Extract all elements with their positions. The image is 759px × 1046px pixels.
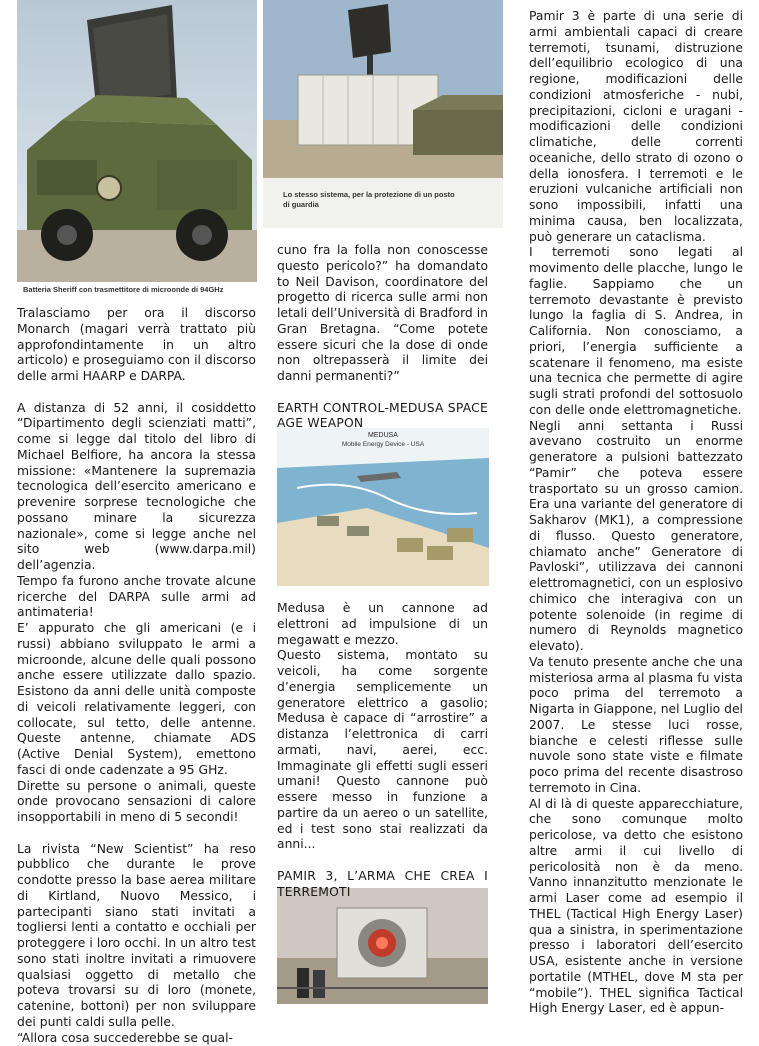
section-heading: EARTH CONTROL-MEDUSA SPACE AGE WEAPON	[277, 401, 488, 433]
column-middle-lower	[277, 601, 488, 900]
col2-paragraph: cuno fra la folla non conoscesse questo pericolo?” ha domandato to Neil Davison, coordinatore del progetto di ricerca sulle armi non letali dell’Università di Bradford in Gran Bretagna. “Come potete essere sicuri che la dose di onde non oltrepasserà il limite dei danni permanenti?”	[277, 243, 488, 385]
col1-paragraph: Tempo fa furono anche trovate alcune ricerche del DARPA sulle armi ad antimateria!	[17, 574, 256, 621]
guard-post-photo	[263, 0, 503, 228]
guard-caption: Lo stesso sistema, per la protezione di un posto di guardia	[283, 190, 498, 210]
laser-illustration	[277, 888, 488, 1004]
laser-photo	[277, 888, 488, 1004]
col1-paragraph: La rivista “New Scientist” ha reso pubblico che durante le prove condotte presso la base aerea militare di Kirtland, Nuovo Messico, i partecipanti siano stati invitati a togliersi lenti a contatto e occhiali per proteggere i loro occhi. In un altro test sono stati inoltre invitati a rimuovere qualsiasi oggetto di metallo che poteva trovarsi su di loro (monete, catenine, bottoni) per non sviluppare dei punti caldi sulla pelle.	[17, 842, 256, 1031]
col1-paragraph: Dirette su persone o animali, queste onde provocano sensazioni di calore insopportabili in meno di 5 secondi!	[17, 779, 256, 826]
col2-paragraph: Medusa è un cannone ad elettroni ad impulsione di un megawatt e mezzo.	[277, 601, 488, 648]
col3-paragraph: Va tenuto presente anche che una misteriosa arma al plasma fu vista poco prima del terremoto a Nigarta in Giappone, nel Luglio del 2007. Le stesse luci rosse, bianche e celesti riflesse sulle nuvole sono state viste e filmate poco prima del recente disastroso terremoto in Cina.	[529, 655, 743, 797]
medusa-illustration	[277, 428, 489, 586]
guard-post-illustration	[263, 0, 503, 178]
truck-illustration	[17, 0, 257, 302]
col1-paragraph: Tralasciamo per ora il discorso Monarch (magari verrà trattato più approfondintamente in un altro articolo) e proseguiamo con il discorso delle armi HAARP e DARPA.	[17, 306, 256, 385]
section-heading: PAMIR 3, L’ARMA CHE CREA I TERREMOTI	[277, 869, 488, 901]
medusa-title: MEDUSA	[277, 432, 489, 439]
truck-caption: Batteria Sheriff con trasmettitore di microonde di 94GHz	[23, 285, 253, 295]
col2-paragraph: Questo sistema, montato su veicoli, ha come sorgente d’energia semplicemente un generatore elettrico a gasolio; Medusa è capace di “arrostire” a distanza l’elettronica di carri armati, navi, aerei, ecc. Immaginate gli effetti sugli esseri umani! Questo cannone può essere messo in funzione a partire da un aereo o un satellite, ed i test sono stai realizzati da anni...	[277, 648, 488, 853]
medusa-diagram	[277, 428, 489, 586]
column-left	[17, 306, 256, 1046]
col3-paragraph: Negli anni settanta i Russi avevano costruito un enorme generatore a pulsioni battezzato “Pamir” che poteva essere trasportato su un grosso camion. Era una variante del generatore di Sakharov (MK1), a compressione di flusso. Questo generatore, chiamato anche” Generatore di Pavloski”, utilizzava dei cannoni elettromagnetici, con un esplosivo chimico che interagiva con un potente solenoide (in regime di numero di Reynolds magnetico elevato).	[529, 419, 743, 655]
col1-paragraph: A distanza di 52 anni, il cosiddetto “Dipartimento degli scienziati matti”, come si legge dal titolo del libro di Michael Belfiore, ha ancora la stessa missione: «Mantenere la supremazia tecnologica dell’esercito americano e prevenire sorprese tecnologiche che possano minare la sicurezza nazionale», come si legge anche nel sito web (www.darpa.mil) dell’agenzia.	[17, 401, 256, 574]
col3-paragraph: I terremoti sono legati al movimento delle placche, lungo le faglie. Sappiamo che un terremoto devastante è previsto lungo la faglia di S. Andrea, in California. Non conosciamo, a priori, l’energia sufficiente a scatenare il fenomeno, ma esiste una tecnica che permette di agire sugli strati profondi del sottosuolo con delle onde elettromagnetiche.	[529, 245, 743, 418]
col3-paragraph: Al di là di queste apparecchiature, che sono comunque molto pericolose, va detto che esistono altre armi il cui livello di pericolosità non è da meno. Vanno innanzitutto menzionate le armi Laser come ad esempio il THEL (Tactical High Energy Laser) qua a sinistra, in sperimentazione presso i laboratori dell’esercito USA, esistente anche in versione portatile (MTHEL, dove M sta per “mobile”). THEL significa Tactical High Energy Laser, ed è appun-	[529, 797, 743, 1018]
column-middle	[277, 243, 488, 432]
col3-paragraph: Pamir 3 è parte di una serie di armi ambientali capaci di creare terremoti, tsunami, distruzione dell’equilibrio ecologico di una regione, modificazioni delle condizioni atmosferiche - nubi, precipitazioni, cicloni e uragani - modificazioni delle condizioni climatiche, delle correnti oceaniche, dello strato di ozono o della ionosfera. I terremoti e le eruzioni vulcaniche artificiali non sono impossibili, infatti una minima causa, ben localizzata, può generare un cataclisma.	[529, 9, 743, 245]
medusa-subtitle: Mobile Energy Device - USA	[277, 441, 489, 448]
truck-photo	[17, 0, 257, 302]
col1-paragraph: E’ appurato che gli americani (e i russi) abbiano sviluppato le armi a microonde, alcune delle quali possono anche essere utilizzate dallo spazio. Esistono da anni delle unità composte di veicoli relativamente leggeri, con collocate, sul tetto, delle antenne. Queste antenne, chiamate ADS (Active Denial System), emettono fasci di onde cadenzate a 95 GHz.	[17, 621, 256, 779]
col1-paragraph: “Allora cosa succederebbe se qual-	[17, 1031, 256, 1046]
column-right	[529, 9, 743, 1017]
